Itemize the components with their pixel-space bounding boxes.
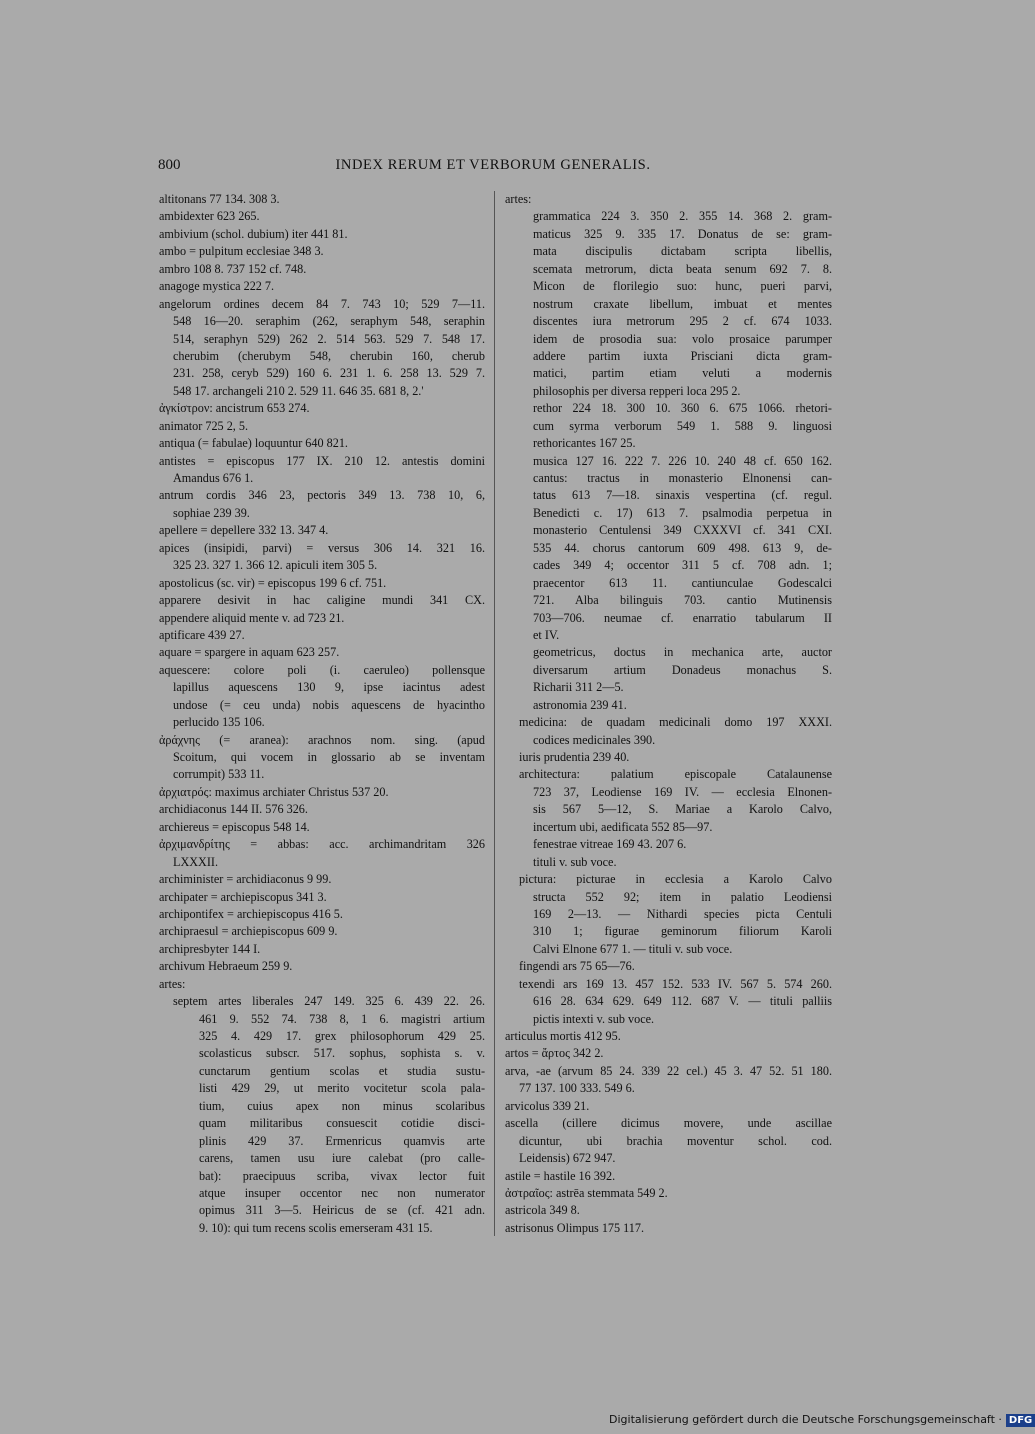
- index-line: ascella (cillere dicimus movere, unde ascillae: [505, 1116, 832, 1131]
- index-line: codices medicinales 390.: [533, 732, 656, 747]
- index-line: cum syrma verborum 549 1. 588 9. linguosi: [533, 418, 832, 433]
- index-line: astricola 349 8.: [505, 1203, 580, 1218]
- index-line: ἀράχνης (= aranea): arachnos nom. sing. (apud: [159, 732, 485, 747]
- index-line: ἀρχιμανδρίτης = abbas: acc. archimandritam 326: [159, 837, 485, 852]
- index-line: altitonans 77 134. 308 3.: [159, 192, 280, 206]
- index-line: cherubim (cherubym 548, cherubin 160, cherub: [173, 348, 485, 363]
- index-line: mata discipulis dictabam scripta libellis,: [533, 244, 832, 259]
- index-line: cades 349 4; occentor 311 5 cf. 708 adn. 1;: [533, 558, 832, 573]
- index-line: 723 37, Leodiense 169 IV. — ecclesia Elnonen-: [533, 784, 832, 799]
- index-line: 535 44. chorus cantorum 609 498. 613 9, de-: [533, 540, 832, 555]
- index-line: dicuntur, ubi brachia moventur schol. cod.: [519, 1133, 832, 1148]
- index-line: monasterio Centulensi 349 CXXXVI cf. 341 CXI.: [533, 523, 832, 538]
- index-line: sis 567 5—12, S. Mariae a Karolo Calvo,: [533, 802, 832, 817]
- index-line: ἀγκίστρον: ancistrum 653 274.: [159, 401, 310, 416]
- index-line: 77 137. 100 333. 549 6.: [519, 1081, 635, 1096]
- index-line: articulus mortis 412 95.: [505, 1029, 621, 1043]
- index-line: 616 28. 634 629. 649 112. 687 V. — tituli palliis: [533, 994, 832, 1009]
- index-line: 461 9. 552 74. 738 8, 1 6. magistri artium: [199, 1011, 485, 1026]
- index-line: apices (insipidi, parvi) = versus 306 14. 321 16.: [159, 540, 485, 555]
- index-line: artos = ἄρτος 342 2.: [505, 1046, 604, 1061]
- left-index-column: [159, 191, 485, 1237]
- index-line: carens, tamen usu iure calebat (pro calle-: [199, 1151, 485, 1166]
- index-line: artes:: [159, 976, 186, 991]
- index-line: antistes = episcopus 177 IX. 210 12. antestis domini: [159, 453, 485, 468]
- index-line: ambro 108 8. 737 152 cf. 748.: [159, 261, 307, 276]
- index-line: sophiae 239 39.: [173, 505, 250, 520]
- index-line: rethor 224 18. 300 10. 360 6. 675 1066. rhetori-: [533, 401, 832, 416]
- index-line: apparere desivit in hac caligine mundi 341 CX.: [159, 593, 485, 608]
- index-line: lapillus aquescens 130 9, ipse iacintus adest: [173, 680, 485, 695]
- index-line: pictis intexti v. sub voce.: [533, 1011, 655, 1026]
- index-line: Scoitum, qui vocem in glossario ab se inventam: [173, 750, 485, 764]
- index-line: archiereus = episcopus 548 14.: [159, 819, 310, 834]
- index-line: tium, cuius apex non minus scolaribus: [199, 1098, 485, 1113]
- index-line: diversarum artium Donadeus monachus S.: [533, 662, 832, 677]
- index-line: Benedicti c. 17) 613 7. psalmodia perpetua in: [533, 505, 832, 520]
- index-line: cantus: tractus in monasterio Elnonensi can-: [533, 471, 832, 485]
- index-line: matici, partim etiam veluti a modernis: [533, 366, 832, 381]
- index-line: bat): praecipuus scriba, vivax lector fuit: [199, 1168, 485, 1183]
- index-line: texendi ars 169 13. 457 152. 533 IV. 567 5. 574 260.: [519, 976, 832, 991]
- index-line: grammatica 224 3. 350 2. 355 14. 368 2. gram-: [533, 209, 832, 224]
- index-line: ambivium (schol. dubium) iter 441 81.: [159, 226, 348, 241]
- index-line: archiminister = archidiaconus 9 99.: [159, 872, 332, 887]
- index-line: septem artes liberales 247 149. 325 6. 439 22. 26.: [173, 994, 485, 1009]
- index-line: ambidexter 623 265.: [159, 209, 260, 224]
- page-header: [158, 157, 828, 177]
- column-divider: [494, 191, 495, 1236]
- index-line: maticus 325 9. 335 17. Donatus de se: gram-: [533, 226, 832, 241]
- index-line: pictura: picturae in ecclesia a Karolo Calvo: [519, 872, 832, 887]
- index-line: archipater = archiepiscopus 341 3.: [159, 889, 327, 904]
- index-line: undose (= ceu unda) nobis aquescens de hyacintho: [173, 697, 485, 712]
- index-line: atque insuper occentor nec non numerator: [199, 1185, 485, 1200]
- index-line: archidiaconus 144 II. 576 326.: [159, 802, 308, 817]
- index-line: scolasticus subscr. 517. sophus, sophista s. v.: [199, 1046, 485, 1061]
- page-number: 800: [158, 157, 181, 173]
- index-line: 548 16—20. seraphim (262, seraphym 548, seraphin: [173, 314, 485, 329]
- index-line: listi 429 29, ut merito vocitetur scola pala-: [199, 1081, 485, 1096]
- index-line: Micon de florilegio suo: hunc, pueri parvi,: [533, 279, 832, 294]
- index-line: 310 1; figurae geminorum filiorum Karoli: [533, 924, 832, 939]
- index-line: apellere = depellere 332 13. 347 4.: [159, 523, 329, 538]
- index-line: archipontifex = archiepiscopus 416 5.: [159, 906, 343, 921]
- index-line: apostolicus (sc. vir) = episcopus 199 6 cf. 751.: [159, 575, 387, 590]
- index-line: et IV.: [533, 627, 560, 642]
- index-line: iuris prudentia 239 40.: [519, 750, 630, 764]
- index-line: 325 23. 327 1. 366 12. apiculi item 305 5.: [173, 558, 378, 573]
- index-line: 721. Alba bilinguis 703. cantio Mutinensis: [533, 593, 832, 608]
- index-line: rethoricantes 167 25.: [533, 436, 636, 451]
- index-line: musica 127 16. 222 7. 226 10. 240 48 cf. 650 162.: [533, 453, 832, 468]
- index-line: structa 552 92; item in palatio Leodiensi: [533, 889, 832, 904]
- index-line: astrisonus Olimpus 175 117.: [505, 1220, 645, 1235]
- index-line: appendere aliquid mente v. ad 723 21.: [159, 610, 345, 625]
- index-line: praecentor 613 11. cantiunculae Godescalci: [533, 575, 832, 590]
- index-line: tituli v. sub voce.: [533, 854, 617, 869]
- index-line: ambo = pulpitum ecclesiae 348 3.: [159, 244, 324, 259]
- index-line: archipraesul = archiepiscopus 609 9.: [159, 924, 338, 939]
- index-line: aquare = spargere in aquam 623 257.: [159, 645, 340, 660]
- footer-credit: [609, 1413, 1035, 1427]
- index-line: perlucido 135 106.: [173, 715, 265, 730]
- index-line: tatus 613 7—18. sinaxis vespertina (cf. regul.: [533, 488, 832, 503]
- index-line: medicina: de quadam medicinali domo 197 XXXI.: [519, 715, 832, 730]
- index-line: aptificare 439 27.: [159, 627, 245, 642]
- index-line: artes:: [505, 192, 532, 206]
- running-title: INDEX RERUM ET VERBORUM GENERALIS.: [335, 157, 651, 173]
- footer-text: Digitalisierung gefördert durch die Deutsche Forschungsgemeinschaft ·: [609, 1413, 1002, 1426]
- index-line: aquescere: colore poli (i. caeruleo) pollensque: [159, 662, 485, 677]
- index-line: Leidensis) 672 947.: [519, 1151, 616, 1166]
- index-line: addere partim iuxta Prisciani dicta gram-: [533, 348, 832, 363]
- index-line: ἀρχιατρός: maximus archiater Christus 537 20.: [159, 784, 389, 799]
- index-line: scemata metrorum, dicta beata senum 692 7. 8.: [533, 261, 832, 276]
- index-line: arva, -ae (arvum 85 24. 339 22 cel.) 45 3. 47 52. 51 180.: [505, 1063, 832, 1078]
- index-line: astronomia 239 41.: [533, 697, 627, 712]
- index-line: 548 17. archangeli 210 2. 529 11. 646 35. 681 8, 2.': [173, 383, 424, 398]
- right-index-column: [505, 191, 832, 1237]
- index-line: archivum Hebraeum 259 9.: [159, 959, 293, 974]
- index-line: incertum ubi, aedificata 552 85—97.: [533, 819, 713, 834]
- index-line: philosophis per diversa repperi loca 295 2.: [533, 383, 741, 398]
- index-line: architectura: palatium episcopale Catalaunense: [519, 767, 832, 782]
- index-line: Richarii 311 2—5.: [533, 680, 624, 695]
- index-line: 325 4. 429 17. grex philosophorum 429 25.: [199, 1029, 485, 1043]
- index-line: 703—706. neumae cf. enarratio tabularum II: [533, 610, 832, 625]
- index-line: anagoge mystica 222 7.: [159, 279, 275, 294]
- index-line: idem de prosodia sua: volo prosaice parumper: [533, 331, 832, 346]
- index-line: Calvi Elnone 677 1. — tituli v. sub voce.: [533, 941, 733, 956]
- index-line: opimus 311 3—5. Heiricus de se (cf. 421 adn.: [199, 1203, 485, 1218]
- index-line: discentes iura metrorum 295 2 cf. 674 1033.: [533, 314, 832, 329]
- index-line: arvicolus 339 21.: [505, 1098, 590, 1113]
- dfg-logo: DFG: [1006, 1414, 1035, 1427]
- index-line: 169 2—13. — Nithardi species picta Centuli: [533, 906, 832, 921]
- index-line: 9. 10): qui tum recens scolis emerseram 431 15.: [199, 1220, 433, 1235]
- index-line: ἀστραῖος: astrēa stemmata 549 2.: [505, 1185, 668, 1200]
- index-line: astile = hastile 16 392.: [505, 1168, 616, 1183]
- index-line: antiqua (= fabulae) loquuntur 640 821.: [159, 436, 348, 451]
- index-line: fenestrae vitreae 169 43. 207 6.: [533, 837, 687, 852]
- index-line: archipresbyter 144 I.: [159, 941, 261, 956]
- index-line: nostrum craxate libellum, imbuat et mentes: [533, 296, 832, 311]
- index-line: corrumpit) 533 11.: [173, 767, 265, 782]
- index-line: Amandus 676 1.: [173, 471, 254, 485]
- index-line: quam militaribus consuescit cotidie disci-: [199, 1116, 485, 1131]
- index-line: cunctarum gentium scolas et studia sustu-: [199, 1063, 485, 1078]
- index-line: animator 725 2, 5.: [159, 418, 249, 433]
- index-line: plinis 429 37. Ermenricus quamvis arte: [199, 1133, 485, 1148]
- index-line: 231. 258, ceryb 529) 160 6. 231 1. 6. 258 13. 529 7.: [173, 366, 485, 381]
- index-line: angelorum ordines decem 84 7. 743 10; 529 7—11.: [159, 296, 485, 311]
- index-line: fingendi ars 75 65—76.: [519, 959, 635, 974]
- index-line: 514, seraphyn 529) 262 2. 514 563. 529 7. 548 17.: [173, 331, 485, 346]
- index-line: LXXXII.: [173, 854, 219, 869]
- index-line: antrum cordis 346 23, pectoris 349 13. 738 10, 6,: [159, 488, 485, 503]
- index-line: geometricus, doctus in mechanica arte, auctor: [533, 645, 832, 660]
